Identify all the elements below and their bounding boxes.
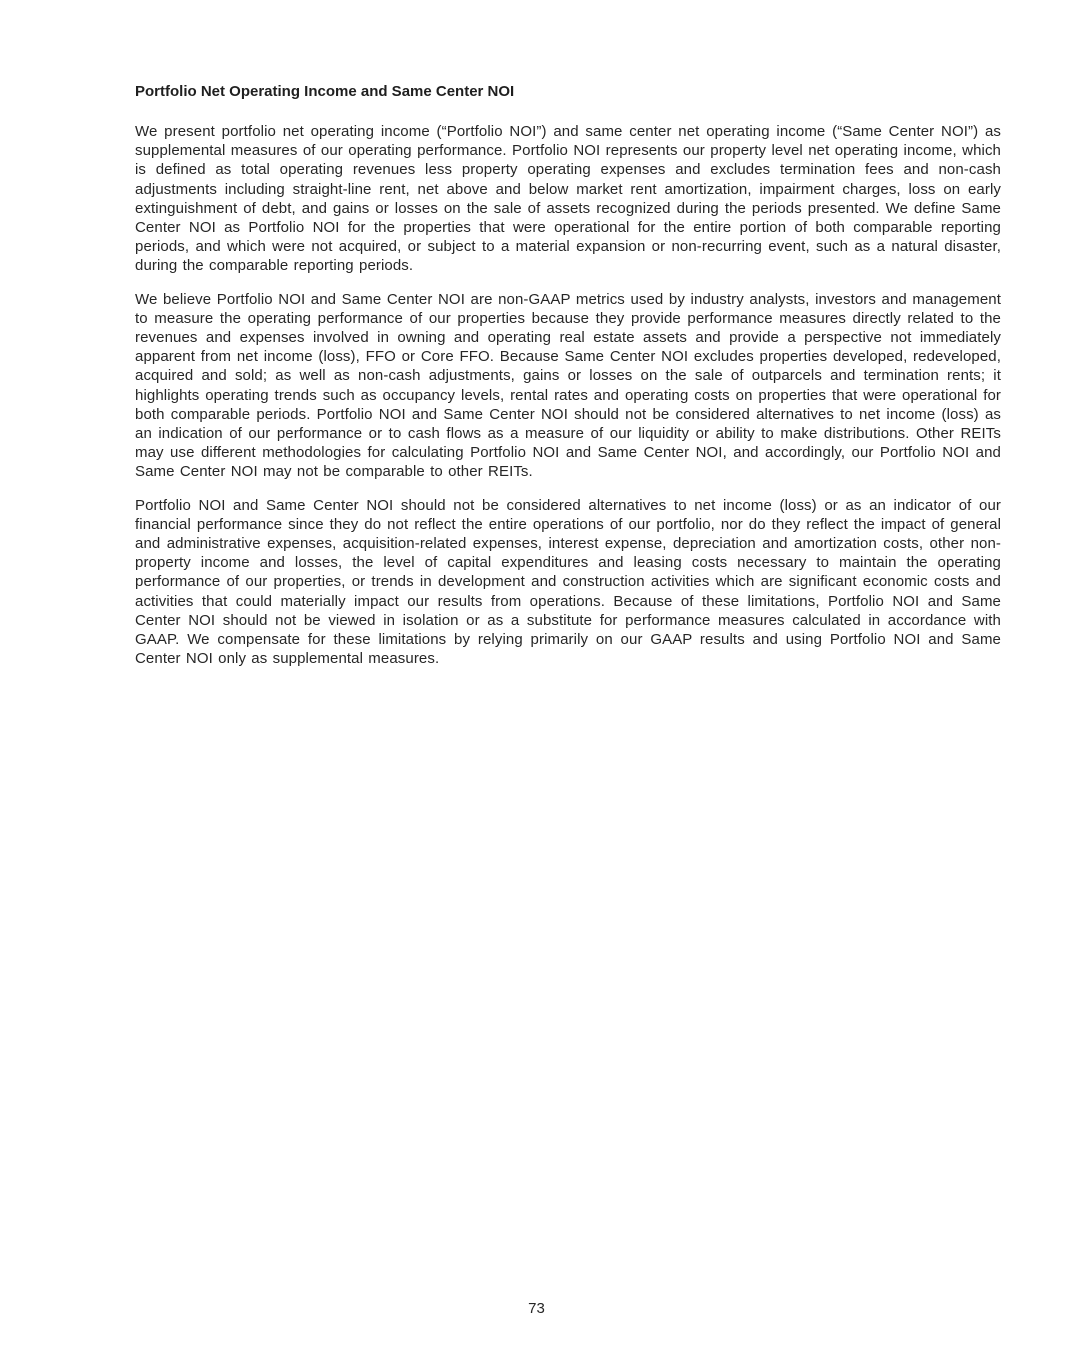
paragraph-3: Portfolio NOI and Same Center NOI should not be considered alternatives to net income (loss) or as an indicator of our financial performance since they do not reflect the entire operations of our portfolio, nor do they reflect the impact of general and administrative expenses, acquisition-related expenses, interest expense, depreciation and amortization costs, other non-property income and losses, the level of capital expenditures and leasing costs necessary to maintain the operating performance of our properties, or trends in development and construction activities which are significant economic costs and activities that could materially impact our results from operations. Because of these limitations, Portfolio NOI and Same Center NOI should not be viewed in isolation or as a substitute for performance measures calculated in accordance with GAAP. We compensate for these limitations by relying primarily on our GAAP results and using Portfolio NOI and Same Center NOI only as supplemental measures.	[135, 496, 1001, 668]
paragraph-2: We believe Portfolio NOI and Same Center NOI are non-GAAP metrics used by industry analysts, investors and management to measure the operating performance of our properties because they provide performance measures directly related to the revenues and expenses involved in owning and operating real estate assets and provide a perspective not immediately apparent from net income (loss), FFO or Core FFO. Because Same Center NOI excludes properties developed, redeveloped, acquired and sold; as well as non-cash adjustments, gains or losses on the sale of outparcels and termination rents; it highlights operating trends such as occupancy levels, rental rates and operating costs on properties that were operational for both comparable periods. Portfolio NOI and Same Center NOI should not be considered alternatives to net income (loss) as an indication of our performance or to cash flows as a measure of our liquidity or ability to make distributions. Other REITs may use different methodologies for calculating Portfolio NOI and Same Center NOI, and accordingly, our Portfolio NOI and Same Center NOI may not be comparable to other REITs.	[135, 290, 1001, 481]
paragraph-1: We present portfolio net operating income (“Portfolio NOI”) and same center net operating income (“Same Center NOI”) as supplemental measures of our operating performance. Portfolio NOI represents our property level net operating income, which is defined as total operating revenues less property operating expenses and excludes termination fees and non-cash adjustments including straight-line rent, net above and below market rent amortization, impairment charges, loss on early extinguishment of debt, and gains or losses on the sale of assets recognized during the periods presented. We define Same Center NOI as Portfolio NOI for the properties that were operational for the entire portion of both comparable reporting periods, and which were not acquired, or subject to a material expansion or non-recurring event, such as a natural disaster, during the comparable reporting periods.	[135, 123, 1001, 275]
document-content	[135, 82, 1001, 682]
page-number: 73	[528, 1300, 545, 1317]
section-heading: Portfolio Net Operating Income and Same Center NOI	[135, 83, 515, 100]
